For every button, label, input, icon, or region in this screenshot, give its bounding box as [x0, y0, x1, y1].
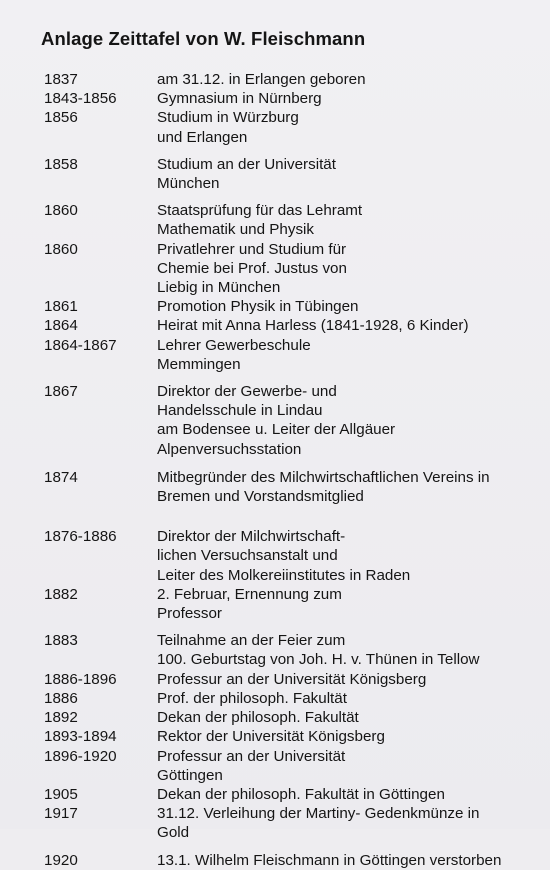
entry-year: 1864-1867	[44, 336, 117, 354]
entry-line: Direktor der Milchwirtschaft-	[157, 528, 346, 546]
entry-year: 1886	[44, 689, 78, 707]
entry-text	[157, 727, 544, 746]
timeline-entry	[44, 297, 544, 316]
entry-line: Heirat mit Anna Harless (1841-1928, 6 Kinder)	[157, 317, 469, 335]
entry-line: 13.1. Wilhelm Fleischmann in Göttingen verstorben	[157, 851, 502, 869]
entry-text	[157, 70, 544, 89]
timeline-entry	[44, 89, 544, 108]
entry-line: und Erlangen	[157, 128, 248, 146]
timeline-entry	[44, 70, 544, 89]
entry-line: Direktor der Gewerbe- und	[157, 383, 337, 401]
entry-line: lichen Versuchsanstalt und	[157, 547, 338, 565]
timeline-entry	[44, 785, 544, 804]
timeline-entry	[44, 631, 544, 669]
entry-line: Gold	[157, 824, 190, 842]
entry-text	[157, 297, 544, 316]
entry-text	[157, 201, 544, 239]
entry-text	[157, 585, 544, 623]
entry-line: Mitbegründer des Milchwirtschaftlichen Vereins in	[157, 468, 490, 486]
timeline-entry	[44, 670, 544, 689]
timeline-table	[44, 70, 544, 870]
page-title: Anlage Zeittafel von W. Fleischmann	[41, 28, 366, 49]
entry-year: 1876-1886	[44, 528, 117, 546]
entry-year: 1864	[44, 317, 78, 335]
entry-year: 1837	[44, 71, 78, 88]
entry-line: Alpenversuchsstation	[157, 440, 302, 458]
entry-line: Promotion Physik in Tübingen	[157, 298, 359, 316]
entry-line: Liebig in München	[157, 279, 281, 297]
entry-line: 2. Februar, Ernennung zum	[157, 585, 342, 603]
entry-year: 1886-1896	[44, 670, 117, 688]
entry-text	[157, 240, 544, 298]
entry-year: 1905	[44, 785, 78, 803]
timeline-entry	[44, 585, 544, 623]
entry-text	[157, 89, 544, 108]
entry-year: 1861	[44, 298, 78, 316]
entry-line: Handelsschule in Lindau	[157, 402, 323, 420]
entry-line: Professur an der Universität	[157, 747, 346, 765]
entry-year: 1860	[44, 240, 78, 258]
entry-year: 1856	[44, 109, 78, 127]
entry-line: Memmingen	[157, 355, 241, 373]
entry-line: 31.12. Verleihung der Martiny- Gedenkmünze in	[157, 805, 480, 823]
timeline-entry	[44, 727, 544, 746]
timeline-entry	[44, 851, 544, 870]
entry-year: 1883	[44, 632, 78, 650]
entry-line: Dekan der philosoph. Fakultät	[157, 709, 359, 727]
entry-text	[157, 785, 544, 804]
entry-line: Studium an der Universität	[157, 155, 336, 173]
timeline-entry	[44, 201, 544, 239]
entry-year: 1843-1856	[44, 90, 117, 108]
entry-line: Göttingen	[157, 766, 223, 784]
entry-line: Studium in Würzburg	[157, 109, 299, 127]
timeline-entry	[44, 316, 544, 335]
entry-year: 1867	[44, 383, 78, 401]
timeline-entry	[44, 708, 544, 727]
entry-year: 1892	[44, 709, 78, 727]
entry-line: Professur an der Universität Königsberg	[157, 670, 427, 688]
entry-year: 1893-1894	[44, 728, 117, 746]
entry-line: Teilnahme an der Feier zum	[157, 632, 346, 650]
timeline-entry	[44, 468, 544, 506]
entry-year: 1858	[44, 155, 78, 173]
entry-line: Lehrer Gewerbeschule	[157, 336, 311, 354]
entry-line: Dekan der philosoph. Fakultät in Göttingen	[157, 785, 445, 803]
entry-year: 1882	[44, 585, 78, 603]
entry-year: 1860	[44, 202, 78, 220]
entry-line: Prof. der philosoph. Fakultät	[157, 689, 347, 707]
entry-text	[157, 336, 544, 374]
entry-line: 100. Geburtstag von Joh. H. v. Thünen in Tellow	[157, 651, 480, 669]
entry-text	[157, 631, 544, 669]
entry-line: München	[157, 175, 220, 193]
entry-line: Gymnasium in Nürnberg	[157, 90, 322, 108]
entry-line: Leiter des Molkereiinstitutes in Raden	[157, 566, 411, 584]
entry-text	[157, 108, 544, 146]
entry-text	[157, 689, 544, 708]
entry-line: am Bodensee u. Leiter der Allgäuer	[157, 421, 396, 439]
entry-text	[157, 382, 544, 459]
entry-line: Professor	[157, 605, 222, 623]
timeline-entry	[44, 747, 544, 785]
entry-year: 1917	[44, 805, 78, 823]
entry-year: 1920	[44, 851, 78, 869]
entry-line: am 31.12. in Erlangen geboren	[157, 71, 366, 88]
entry-text	[157, 747, 544, 785]
entry-text	[157, 468, 544, 506]
entry-text	[157, 670, 544, 689]
entry-line: Staatsprüfung für das Lehramt	[157, 202, 363, 220]
timeline-entry	[44, 108, 544, 146]
timeline-entry	[44, 240, 544, 298]
entry-line: Mathematik und Physik	[157, 221, 315, 239]
entry-line: Privatlehrer und Studium für	[157, 240, 347, 258]
entry-year: 1896-1920	[44, 747, 117, 765]
timeline-entry	[44, 527, 544, 585]
entry-text	[157, 851, 544, 870]
entry-line: Rektor der Universität Königsberg	[157, 728, 385, 746]
timeline-entry	[44, 155, 544, 193]
timeline-entry	[44, 336, 544, 374]
timeline-entry	[44, 382, 544, 459]
timeline-entry	[44, 689, 544, 708]
entry-line: Chemie bei Prof. Justus von	[157, 259, 347, 277]
entry-year: 1874	[44, 468, 78, 486]
entry-text	[157, 708, 544, 727]
entry-text	[157, 155, 544, 193]
entry-text	[157, 804, 544, 842]
entry-line: Bremen und Vorstandsmitglied	[157, 488, 364, 506]
timeline-entry	[44, 804, 544, 842]
entry-text	[157, 316, 544, 335]
entry-text	[157, 527, 544, 585]
